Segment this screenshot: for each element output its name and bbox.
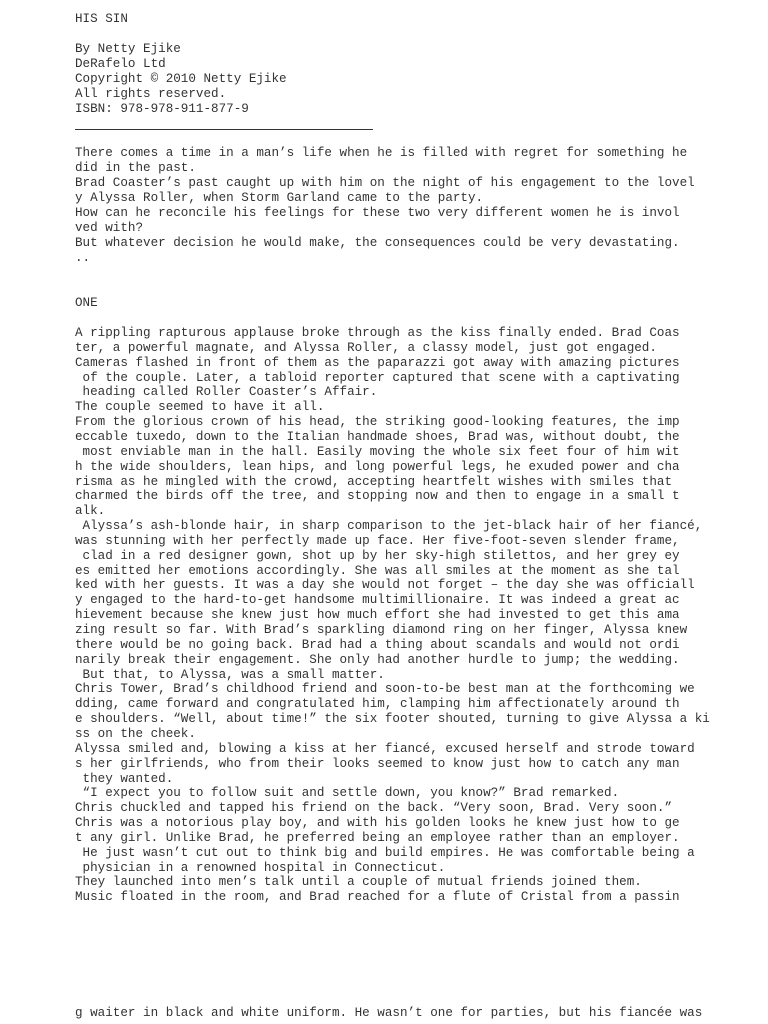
- body-line: zing result so far. With Brad’s sparkling diamond ring on her finger, Alyssa knew: [75, 623, 688, 637]
- body-line: Cameras flashed in front of them as the paparazzi got away with amazing pictures: [75, 355, 680, 370]
- blurb-line: There comes a time in a man’s life when he is filled with regret for something he: [75, 146, 688, 160]
- body-line: clad in a red designer gown, shot up by her sky-high stilettos, and her grey ey: [75, 548, 680, 563]
- author-line: By Netty Ejike: [75, 42, 181, 56]
- body-line: h the wide shoulders, lean hips, and long powerful legs, he exuded power and cha: [75, 459, 680, 474]
- body-line: ss on the cheek.: [75, 726, 196, 741]
- body-line: They launched into men’s talk until a couple of mutual friends joined them.: [75, 875, 642, 890]
- blurb-line: ved with?: [75, 221, 144, 235]
- body-line: of the couple. Later, a tabloid reporter captured that scene with a captivating: [75, 370, 680, 385]
- continuation-line: g waiter in black and white uniform. He wasn’t one for parties, but his fiancée was: [75, 1006, 703, 1020]
- body-line: most enviable man in the hall. Easily moving the whole six feet four of him wit: [75, 444, 680, 459]
- blurb-line: But whatever decision he would make, the consequences could be very devastating.: [75, 236, 680, 250]
- body-line: Chris was a notorious play boy, and with his golden looks he knew just how to ge: [75, 816, 680, 831]
- body-line: charmed the birds off the tree, and stopping now and then to engage in a small t: [75, 489, 680, 504]
- body-line: eccable tuxedo, down to the Italian handmade shoes, Brad was, without doubt, the: [75, 429, 680, 444]
- body-line: e shoulders. “Well, about time!” the six footer shouted, turning to give Alyssa a ki: [75, 712, 710, 727]
- body-line: t any girl. Unlike Brad, he preferred being an employee rather than an employer.: [75, 830, 680, 845]
- body-line: From the glorious crown of his head, the striking good-looking features, the imp: [75, 415, 680, 430]
- body-line: s her girlfriends, who from their looks seemed to know just how to catch any man: [75, 756, 680, 771]
- body-line: risma as he mingled with the crowd, accepting heartfelt wishes with smiles that: [75, 474, 673, 489]
- isbn-line: ISBN: 978-978-911-877-9: [75, 102, 249, 116]
- copyright-line: Copyright © 2010 Netty Ejike: [75, 72, 287, 86]
- chapter-heading: ONE: [75, 296, 98, 310]
- body-line: was stunning with her perfectly made up face. Her five-foot-seven slender frame,: [75, 533, 680, 548]
- publisher-line: DeRafelo Ltd: [75, 57, 166, 71]
- body-line: Chris Tower, Brad’s childhood friend and soon-to-be best man at the forthcoming we: [75, 682, 695, 697]
- body-line: “I expect you to follow suit and settle down, you know?” Brad remarked.: [75, 786, 620, 801]
- body-line: He just wasn’t cut out to think big and build empires. He was comfortable being a: [75, 845, 695, 860]
- body-line: dding, came forward and congratulated him, clamping him affectionately around th: [75, 697, 680, 712]
- body-line: The couple seemed to have it all.: [75, 400, 325, 415]
- body-line: ter, a powerful magnate, and Alyssa Roller, a classy model, just got engaged.: [75, 340, 657, 355]
- body-line: But that, to Alyssa, was a small matter.: [75, 667, 385, 682]
- body-line: es emitted her emotions accordingly. She was all smiles at the moment as she tal: [75, 563, 680, 578]
- blurb-line: y Alyssa Roller, when Storm Garland came to the party.: [75, 191, 484, 205]
- header-divider: [75, 129, 373, 130]
- rights-line: All rights reserved.: [75, 87, 227, 101]
- blurb-line: Brad Coaster’s past caught up with him on the night of his engagement to the lovel: [75, 176, 695, 190]
- blurb-line: ..: [75, 251, 91, 265]
- blurb-line: did in the past.: [75, 161, 196, 175]
- blurb-line: How can he reconcile his feelings for these two very different women he is invol: [75, 206, 680, 220]
- body-line: hievement because she knew just how much effort she had invested to get this ama: [75, 608, 680, 623]
- body-line: narily break their engagement. She only had another hurdle to jump; the wedding.: [75, 652, 680, 667]
- body-line: ked with her guests. It was a day she would not forget – the day she was officiall: [75, 578, 695, 593]
- body-line: y engaged to the hard-to-get handsome multimillionaire. It was indeed a great ac: [75, 593, 680, 608]
- body-line: Music floated in the room, and Brad reached for a flute of Cristal from a passin: [75, 890, 680, 905]
- body-line: there would be no going back. Brad had a thing about scandals and would not ordi: [75, 637, 680, 652]
- body-line: Alyssa’s ash-blonde hair, in sharp comparison to the jet-black hair of her fiancé,: [75, 519, 703, 534]
- body-line: alk.: [75, 504, 106, 519]
- body-line: A rippling rapturous applause broke through as the kiss finally ended. Brad Coas: [75, 326, 680, 340]
- body-line: they wanted.: [75, 771, 174, 786]
- body-line: Chris chuckled and tapped his friend on the back. “Very soon, Brad. Very soon.”: [75, 801, 673, 816]
- body-line: Alyssa smiled and, blowing a kiss at her fiancé, excused herself and strode toward: [75, 741, 695, 756]
- book-title: HIS SIN: [75, 12, 128, 26]
- body-line: physician in a renowned hospital in Connecticut.: [75, 860, 446, 875]
- body-line: heading called Roller Coaster’s Affair.: [75, 385, 378, 400]
